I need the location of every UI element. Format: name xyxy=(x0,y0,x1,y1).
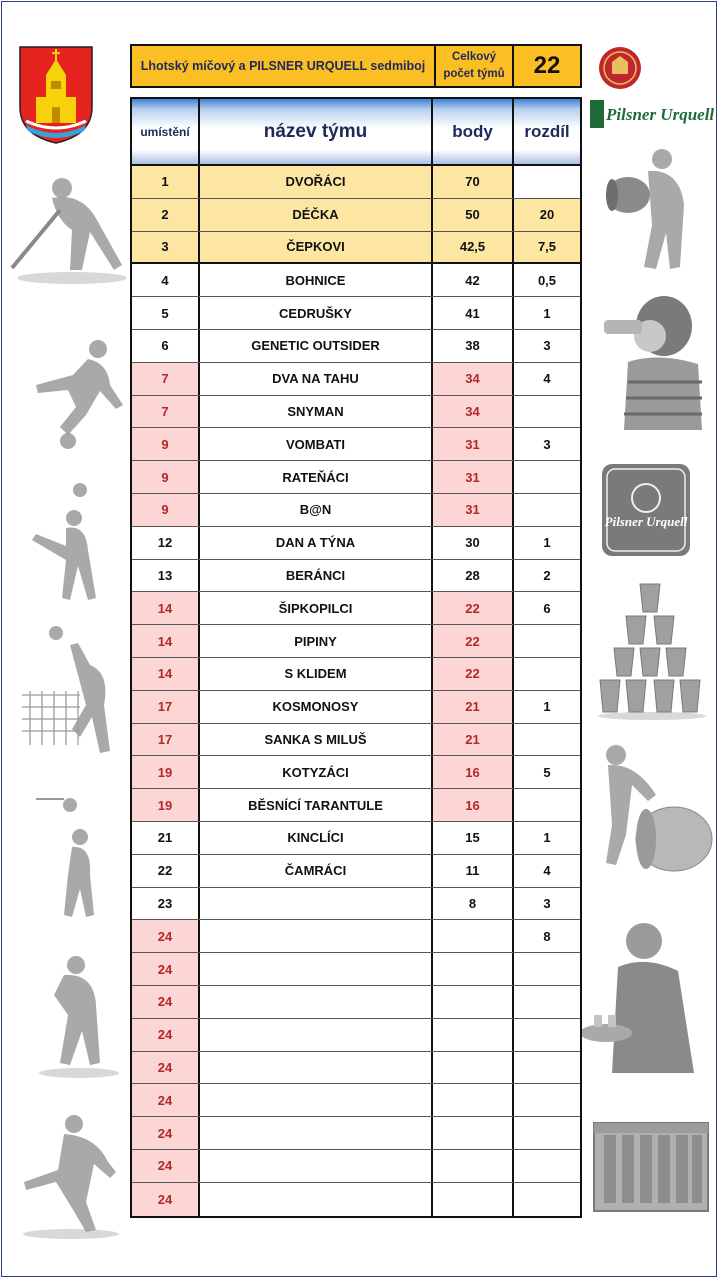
cell-points: 34 xyxy=(433,363,514,395)
cell-points: 30 xyxy=(433,527,514,559)
cell-points: 22 xyxy=(433,592,514,624)
cell-points: 16 xyxy=(433,789,514,821)
keg-carrier-photo xyxy=(600,145,695,275)
cell-diff xyxy=(514,1084,580,1116)
table-row xyxy=(132,691,580,724)
cell-team: BERÁNCI xyxy=(200,560,433,592)
cell-team: CEDRUŠKY xyxy=(200,297,433,329)
cell-points: 22 xyxy=(433,625,514,657)
cell-diff: 1 xyxy=(543,535,551,551)
cell-rank: 17 xyxy=(132,724,200,756)
cell-diff xyxy=(514,986,580,1018)
cell-diff xyxy=(514,166,580,198)
cell-points: 42 xyxy=(433,264,514,296)
table-row xyxy=(132,1084,580,1117)
tennis-player-icon xyxy=(34,795,124,925)
cell-points: 34 xyxy=(433,396,514,428)
table-row xyxy=(132,330,580,363)
cell-diff: 8 xyxy=(543,928,551,944)
cell-team: S KLIDEM xyxy=(200,658,433,690)
cell-diff: 5 xyxy=(543,764,551,780)
cell-team: ČAMRÁCI xyxy=(200,855,433,887)
cell-diff: 1 xyxy=(543,830,551,846)
table-row xyxy=(132,494,580,527)
table-row xyxy=(132,592,580,625)
cell-diff: 1 xyxy=(543,699,551,715)
cell-rank: 21 xyxy=(132,822,200,854)
volleyball-player-icon xyxy=(30,480,110,610)
cell-diff: 3 xyxy=(543,895,551,911)
cell-diff xyxy=(514,953,580,985)
cell-points xyxy=(433,920,514,952)
pilsner-seal-icon xyxy=(598,46,642,90)
cell-rank: 7 xyxy=(132,363,200,395)
cell-team: ČEPKOVI xyxy=(200,232,433,263)
football-player-icon xyxy=(28,335,128,455)
cell-rank: 24 xyxy=(132,953,200,985)
cell-diff: 3 xyxy=(543,436,551,452)
village-crest-icon xyxy=(18,45,94,145)
table-row xyxy=(132,363,580,396)
cell-team: BĚSNÍCÍ TARANTULE xyxy=(200,789,433,821)
cell-diff: 6 xyxy=(543,600,551,616)
keg-rolling-photo xyxy=(596,735,714,875)
table-row xyxy=(132,658,580,691)
cell-points: 31 xyxy=(433,461,514,493)
cell-diff xyxy=(514,625,580,657)
cell-team xyxy=(200,1150,433,1182)
table-row xyxy=(132,264,580,297)
waiter-photo xyxy=(582,915,702,1073)
cell-diff: 4 xyxy=(543,863,551,879)
cell-rank: 24 xyxy=(132,920,200,952)
cell-diff xyxy=(514,1052,580,1084)
cell-team: DVA NA TAHU xyxy=(200,363,433,395)
cell-diff: 20 xyxy=(514,199,580,231)
cell-points xyxy=(433,986,514,1018)
cell-points xyxy=(433,953,514,985)
cell-team xyxy=(200,1183,433,1216)
cell-points: 28 xyxy=(433,560,514,592)
table-row xyxy=(132,199,580,232)
table-row xyxy=(132,1117,580,1150)
cell-rank: 9 xyxy=(132,494,200,526)
cell-points xyxy=(433,1117,514,1149)
cell-points: 21 xyxy=(433,724,514,756)
standings-table xyxy=(130,97,582,1218)
cell-points: 11 xyxy=(433,855,514,887)
footvolley-player-icon xyxy=(20,625,125,760)
svg-text:Pilsner Urquell: Pilsner Urquell xyxy=(606,105,715,124)
cell-points: 50 xyxy=(433,199,514,231)
cell-points: 31 xyxy=(433,428,514,460)
cell-team xyxy=(200,1084,433,1116)
hockey-player-icon xyxy=(2,170,132,290)
cell-rank: 4 xyxy=(132,264,200,296)
cell-rank: 24 xyxy=(132,1183,200,1216)
beer-coaster-photo xyxy=(600,462,692,558)
cell-team: KINCLÍCI xyxy=(200,822,433,854)
cell-points xyxy=(433,1150,514,1182)
cell-team: KOTYZÁCI xyxy=(200,756,433,788)
pilsner-urquell-logo xyxy=(588,92,715,134)
cell-rank: 24 xyxy=(132,1019,200,1051)
cell-rank: 9 xyxy=(132,428,200,460)
table-row xyxy=(132,986,580,1019)
table-row xyxy=(132,789,580,822)
cell-rank: 14 xyxy=(132,658,200,690)
cell-diff xyxy=(514,724,580,756)
table-row xyxy=(132,166,580,199)
table-row xyxy=(132,822,580,855)
table-row xyxy=(132,625,580,658)
table-row xyxy=(132,920,580,953)
cell-diff xyxy=(514,396,580,428)
cell-diff: 1 xyxy=(543,305,551,321)
cell-team: B@N xyxy=(200,494,433,526)
cell-rank: 17 xyxy=(132,691,200,723)
table-row xyxy=(132,1183,580,1216)
cell-team: KOSMONOSY xyxy=(200,691,433,723)
col-header-points: body xyxy=(433,99,514,164)
petanque-player-icon xyxy=(24,955,124,1080)
cell-rank: 9 xyxy=(132,461,200,493)
cell-points: 31 xyxy=(433,494,514,526)
cell-diff: 4 xyxy=(543,371,551,387)
table-row xyxy=(132,461,580,494)
table-row xyxy=(132,232,580,265)
cell-rank: 14 xyxy=(132,625,200,657)
cell-team xyxy=(200,1117,433,1149)
svg-text:Pilsner Urquell: Pilsner Urquell xyxy=(604,514,688,529)
cell-diff: 0,5 xyxy=(537,272,557,288)
cell-rank: 24 xyxy=(132,1052,200,1084)
cell-diff xyxy=(514,789,580,821)
cell-diff xyxy=(514,461,580,493)
cell-team xyxy=(200,888,433,920)
total-teams-value: 22 xyxy=(533,52,561,79)
table-row xyxy=(132,724,580,757)
cell-team: SANKA S MILUŠ xyxy=(200,724,433,756)
competition-title: Lhotský míčový a PILSNER URQUELL sedmiboj xyxy=(132,46,436,86)
cell-rank: 24 xyxy=(132,1150,200,1182)
total-teams-label: Celkový počet týmů xyxy=(436,46,514,86)
cell-rank: 13 xyxy=(132,560,200,592)
cell-team xyxy=(200,1052,433,1084)
cell-points: 42,5 xyxy=(433,232,514,263)
table-row xyxy=(132,888,580,921)
cell-team xyxy=(200,986,433,1018)
cell-diff xyxy=(514,1019,580,1051)
cell-points: 22 xyxy=(433,658,514,690)
table-row xyxy=(132,1019,580,1052)
cell-points: 21 xyxy=(433,691,514,723)
cell-team: BOHNICE xyxy=(200,264,433,296)
cell-points: 70 xyxy=(433,166,514,198)
cell-team: DVOŘÁCI xyxy=(200,166,433,198)
cell-team: ŠIPKOPILCI xyxy=(200,592,433,624)
cell-team: GENETIC OUTSIDER xyxy=(200,330,433,362)
beer-crate-photo xyxy=(592,1115,710,1215)
cell-diff: 2 xyxy=(543,567,551,583)
col-header-diff: rozdíl xyxy=(524,121,570,141)
table-row xyxy=(132,396,580,429)
col-header-team: název týmu xyxy=(200,99,433,164)
table-row xyxy=(132,756,580,789)
cell-team xyxy=(200,1019,433,1051)
cell-points xyxy=(433,1084,514,1116)
cell-points xyxy=(433,1052,514,1084)
cell-team: DÉČKA xyxy=(200,199,433,231)
cell-diff xyxy=(514,1183,580,1216)
cell-rank: 14 xyxy=(132,592,200,624)
cell-rank: 12 xyxy=(132,527,200,559)
cell-team: DAN A TÝNA xyxy=(200,527,433,559)
cell-points: 8 xyxy=(433,888,514,920)
cell-points xyxy=(433,1019,514,1051)
cell-diff xyxy=(514,1150,580,1182)
cell-rank: 2 xyxy=(132,199,200,231)
cell-team: PIPINY xyxy=(200,625,433,657)
table-row xyxy=(132,1052,580,1085)
cell-team: RATEŇÁCI xyxy=(200,461,433,493)
cell-rank: 23 xyxy=(132,888,200,920)
cell-diff xyxy=(514,658,580,690)
cell-rank: 24 xyxy=(132,1117,200,1149)
table-row xyxy=(132,855,580,888)
cell-points: 16 xyxy=(433,756,514,788)
cell-rank: 24 xyxy=(132,986,200,1018)
col-header-rank: umístění xyxy=(132,99,200,164)
table-row xyxy=(132,297,580,330)
cell-rank: 19 xyxy=(132,789,200,821)
cell-points: 38 xyxy=(433,330,514,362)
cup-pyramid-photo xyxy=(596,582,708,720)
cell-points: 41 xyxy=(433,297,514,329)
table-row xyxy=(132,953,580,986)
cell-rank: 24 xyxy=(132,1084,200,1116)
cell-team: SNYMAN xyxy=(200,396,433,428)
cell-rank: 6 xyxy=(132,330,200,362)
cell-points xyxy=(433,1183,514,1216)
table-body xyxy=(132,166,580,1216)
cell-rank: 3 xyxy=(132,232,200,263)
cell-rank: 1 xyxy=(132,166,200,198)
cell-diff xyxy=(514,1117,580,1149)
cell-rank: 5 xyxy=(132,297,200,329)
table-header-row xyxy=(132,99,580,166)
table-row xyxy=(132,1150,580,1183)
table-row xyxy=(132,428,580,461)
cell-rank: 19 xyxy=(132,756,200,788)
drinking-woman-photo xyxy=(598,292,702,430)
kicking-player-icon xyxy=(16,1112,126,1242)
cell-team xyxy=(200,920,433,952)
cell-diff xyxy=(514,494,580,526)
header-box xyxy=(130,44,582,88)
cell-diff: 3 xyxy=(543,338,551,354)
cell-rank: 7 xyxy=(132,396,200,428)
cell-points: 15 xyxy=(433,822,514,854)
cell-rank: 22 xyxy=(132,855,200,887)
table-row xyxy=(132,560,580,593)
cell-team xyxy=(200,953,433,985)
cell-team: VOMBATI xyxy=(200,428,433,460)
table-row xyxy=(132,527,580,560)
cell-diff: 7,5 xyxy=(514,232,580,263)
